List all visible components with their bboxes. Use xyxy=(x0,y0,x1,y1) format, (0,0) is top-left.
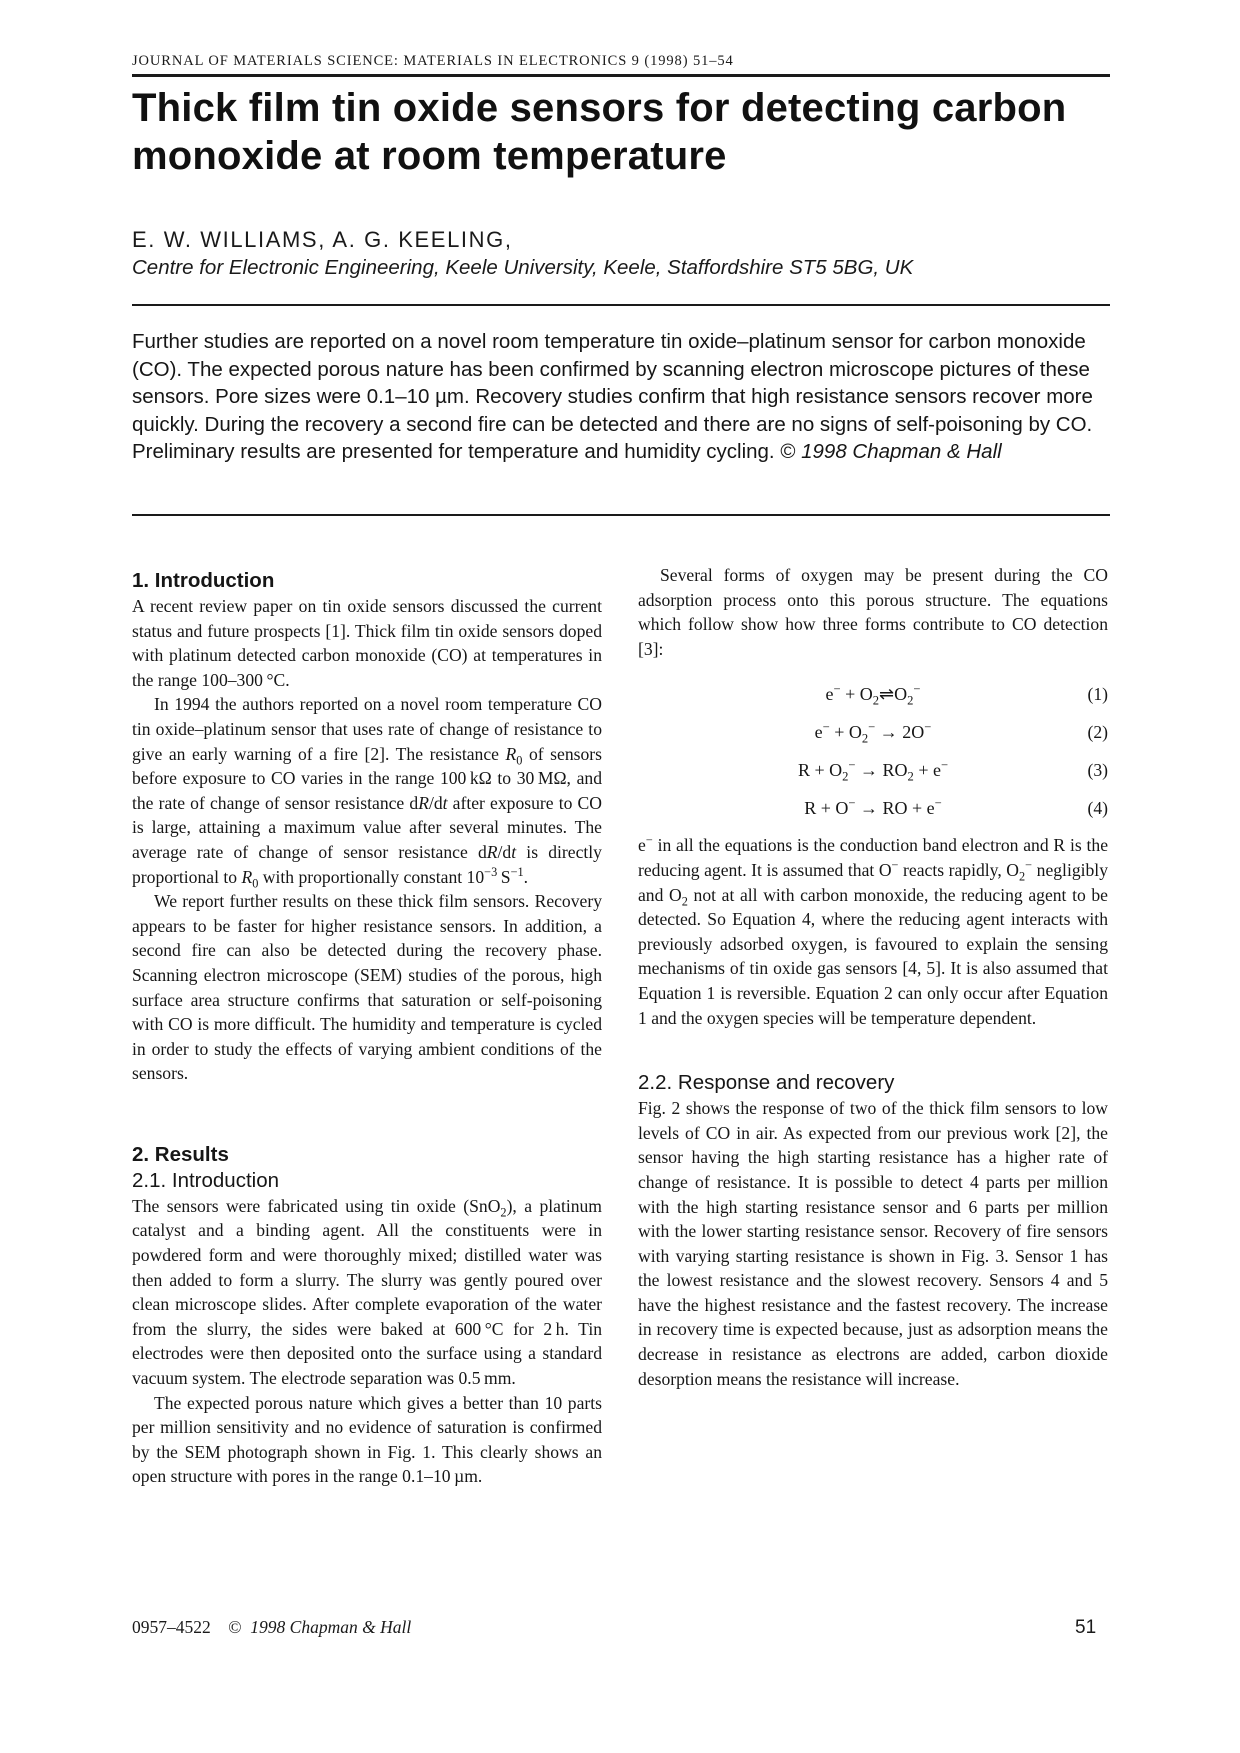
equation-number: (1) xyxy=(1087,684,1108,705)
abstract-top-rule xyxy=(132,304,1110,306)
equation-number: (2) xyxy=(1087,722,1108,743)
results-paragraph-1: The sensors were fabricated using tin oxide (SnO$_2$), a platinum catalyst and a binding agent. All the constituents were in powdered form and were thoroughly mixed; distilled water was then added to form a slurry. The slurry was gently poured over clean microscope slides. After complete evaporation of the water from the slurry, the sides were baked at 600 °C for 2 h. Tin electrodes were then deposited onto the surface using a standard vacuum system. The electrode separation was 0.5 mm. xyxy=(132,1195,602,1389)
response-paragraph-1: Fig. 2 shows the response of two of the thick film sensors to low levels of CO in air. As expected from our previous work [2], the sensor having the high starting resistance has a higher rate of change of resistance. It is possible to detect 4 parts per million with the high starting resistance sensor and 6 parts per million with the lower starting resistance sensor. Recovery of fire sensors with varying starting resistance is shown in Fig. 3. Sensor 1 has the lowest resistance and the slowest recovery. Sensors 4 and 5 have the highest resistance and the fastest recovery. The increase in recovery time is expected because, just as adsorption means the decrease in resistance as electrons are added, carbon dioxide desorption means the resistance will increase. xyxy=(638,1098,1108,1389)
abstract xyxy=(132,328,1112,466)
page-number: 51 xyxy=(1075,1617,1097,1638)
author-list: E. W. WILLIAMS, A. G. KEELING, xyxy=(132,227,513,252)
footer-citation xyxy=(132,1617,411,1638)
abstract-text: Further studies are reported on a novel room temperature tin oxide–platinum sensor for carbon monoxide (CO). The expected porous nature has been confirmed by scanning electron microscope pictures of these sensors. Pore sizes were 0.1–10 µm. Recovery studies confirm that high resistance sensors recover more quickly. During the recovery a second fire can be detected and there are no signs of self-poisoning by CO. Preliminary results are presented for temperature and humidity cycling. © xyxy=(132,330,1093,464)
right-column xyxy=(638,563,1108,1391)
equation-number: (3) xyxy=(1087,760,1108,781)
subsection-heading-introduction: 2.1. Introduction xyxy=(132,1168,280,1192)
title-line-2: monoxide at room temperature xyxy=(132,134,727,178)
header-rule xyxy=(132,74,1110,77)
author-affiliation: Centre for Electronic Engineering, Keele University, Keele, Staffordshire ST5 5BG, UK xyxy=(132,256,914,279)
equation-1: $e^- + O_2\rightleftharpoons O_2^-$ (1) xyxy=(825,682,1108,708)
left-column xyxy=(132,568,602,1489)
equation-4: R + O− → RO + e− (4) xyxy=(638,789,1108,827)
intro-paragraph-2: In 1994 the authors reported on a novel room temperature CO tin oxide–platinum sensor that uses rate of change of resistance to give an early warning of a fire [2]. The resistance $R_0$ of sensors before exposure to CO varies in the range 100 kΩ to 30 MΩ, and the rate of change of sensor resistance dR/dt after exposure to CO is large, attaining a maximum value after several minutes. The average rate of change of sensor resistance dR/dt is directly proportional to $R_0$ with proportionally constant $10^{-3}$ $S^{-1}$. xyxy=(132,694,602,891)
equation-3: $R + O_2^- \to RO_2 + e^-$ (3) xyxy=(797,758,1108,784)
intro-paragraph-1: A recent review paper on tin oxide sensors discussed the current status and future prospects [1]. Thick film tin oxide sensors doped with platinum detected carbon monoxide (CO) at temperatures in the range 100–300 °C. xyxy=(132,596,602,690)
results-paragraph-3: Several forms of oxygen may be present during the CO adsorption process onto this porous structure. The equations which follow show how three forms contribute to CO detection [3]: xyxy=(638,565,1108,659)
subsection-heading-response-recovery: 2.2. Response and recovery xyxy=(638,1071,895,1095)
section-heading-results: 2. Results xyxy=(132,1142,229,1166)
results-paragraph-2: The expected porous nature which gives a better than 10 parts per million sensitivity and no evidence of saturation is confirmed by the SEM photograph shown in Fig. 1. This clearly shows an open structure with pores in the range 0.1–10 µm. xyxy=(132,1392,602,1487)
section-heading-introduction: 1. Introduction xyxy=(132,569,275,592)
publisher: 1998 Chapman & Hall xyxy=(250,1617,412,1637)
copyright-icon: © xyxy=(228,1617,242,1637)
issn: 0957–4522 xyxy=(132,1617,211,1637)
results-paragraph-4: e− in all the equations is the conduction band electron and R is the reducing agent. It is assumed that O− reacts rapidly, $O_2^-$ negligibly and $O_2$ not at all with carbon monoxide, the reducing agent to be detected. So Equation 4, where the reducing agent interacts with previously adsorbed oxygen, is favoured to explain the sensing mechanisms of tin oxide gas sensors [4, 5]. It is also assumed that Equation 1 is reversible. Equation 2 can only occur after Equation 1 and the oxygen species will be temperature dependent. xyxy=(638,833,1108,1028)
equation-block xyxy=(638,675,1108,827)
intro-paragraph-3: We report further results on these thick film sensors. Recovery appears to be faster for higher resistance sensors. In addition, a second fire can also be detected during the recovery phase. Scanning electron microscope (SEM) studies of the porous, high surface area structure confirms that saturation or self-poisoning with CO is more difficult. The humidity and temperature is cycled in order to study the effects of varying ambient conditions of the sensors. xyxy=(132,891,602,1084)
equation-2: $e^- + O_2^- \to 2O^-$ (2) xyxy=(814,720,1108,746)
article-title xyxy=(132,84,1112,180)
abstract-bottom-rule xyxy=(132,514,1110,516)
abstract-copyright: 1998 Chapman & Hall xyxy=(801,440,1002,464)
equation-number: (4) xyxy=(1087,798,1108,819)
running-head: JOURNAL OF MATERIALS SCIENCE: MATERIALS IN ELECTRONICS 9 (1998) 51–54 xyxy=(132,53,734,69)
title-line-1: Thick film tin oxide sensors for detecting carbon xyxy=(132,86,1067,130)
